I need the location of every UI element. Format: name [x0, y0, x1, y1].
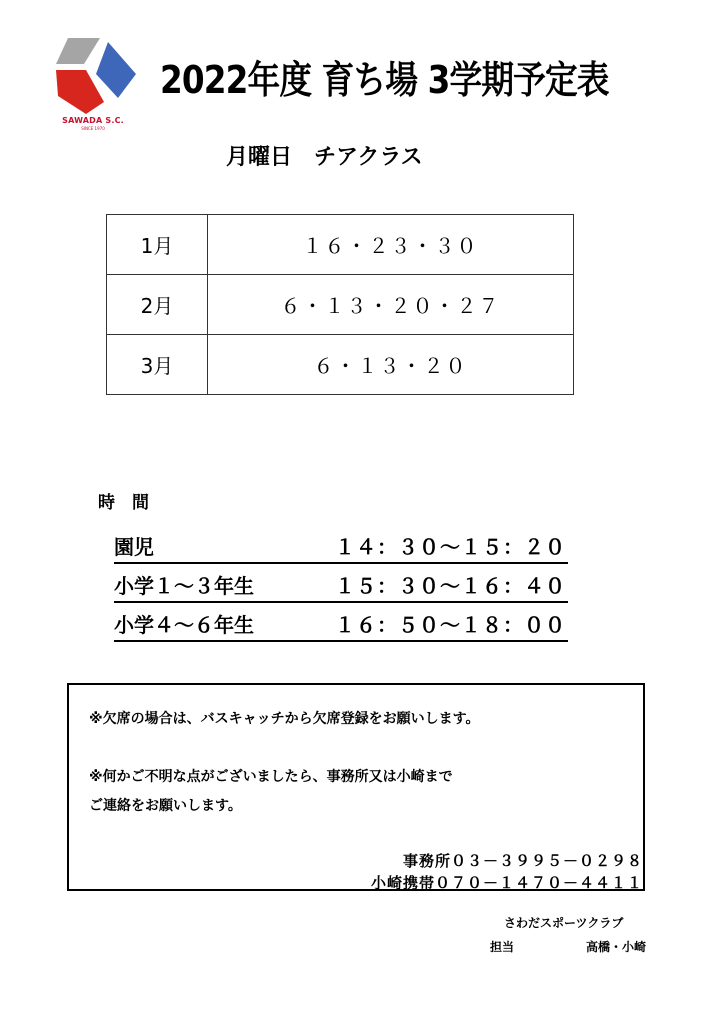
dates-cell: １６・２３・３０ [208, 215, 574, 275]
mobile-phone: 小崎携帯０７０－１４７０－４４１１ [370, 874, 643, 892]
class-subtitle: 月曜日 チアクラス [226, 145, 423, 170]
staff-label: 担当 [490, 940, 515, 954]
schedule-row [107, 275, 574, 335]
staff-names: 高橋・小崎 [586, 940, 647, 954]
time-group: 小学１〜３年生 [114, 574, 254, 598]
contact-note-cont: ご連絡をお願いします。 [89, 798, 242, 814]
contact-note: ※何かご不明な点がございましたら、事務所又は小崎まで [89, 769, 453, 785]
office-phone: 事務所０３－３９９５－０２９８ [402, 852, 643, 870]
logo-gray-shape [56, 38, 100, 64]
month-cell: 1月 [107, 215, 208, 275]
dates-cell: ６・１３・２０・２７ [208, 275, 574, 335]
logo-name: SAWADA S.C. [62, 116, 124, 125]
time-row [114, 608, 568, 642]
schedule-row [107, 335, 574, 395]
dates-cell: ６・１３・２０ [208, 335, 574, 395]
logo-since: SINCE 1970 [81, 126, 105, 131]
logo-red-shape [56, 70, 104, 114]
time-group: 小学４〜６年生 [114, 613, 254, 637]
absence-note: ※欠席の場合は、バスキャッチから欠席登録をお願いします。 [89, 711, 480, 727]
time-group: 園児 [114, 535, 154, 559]
time-row [114, 530, 568, 564]
month-cell: 3月 [107, 335, 208, 395]
sawada-logo [52, 34, 142, 124]
page-title: 2022年度 育ち場 3学期予定表 [160, 58, 609, 102]
club-name: さわだスポーツクラブ [504, 916, 624, 930]
month-cell: 2月 [107, 275, 208, 335]
time-row [114, 569, 568, 603]
logo-blue-shape [96, 42, 136, 98]
time-section-label: 時 間 [98, 493, 149, 513]
time-range: １６：５０〜１８：００ [335, 613, 566, 637]
time-range: １５：３０〜１６：４０ [335, 574, 566, 598]
schedule-row [107, 215, 574, 275]
time-range: １４：３０〜１５：２０ [335, 535, 566, 559]
schedule-table [106, 214, 574, 395]
